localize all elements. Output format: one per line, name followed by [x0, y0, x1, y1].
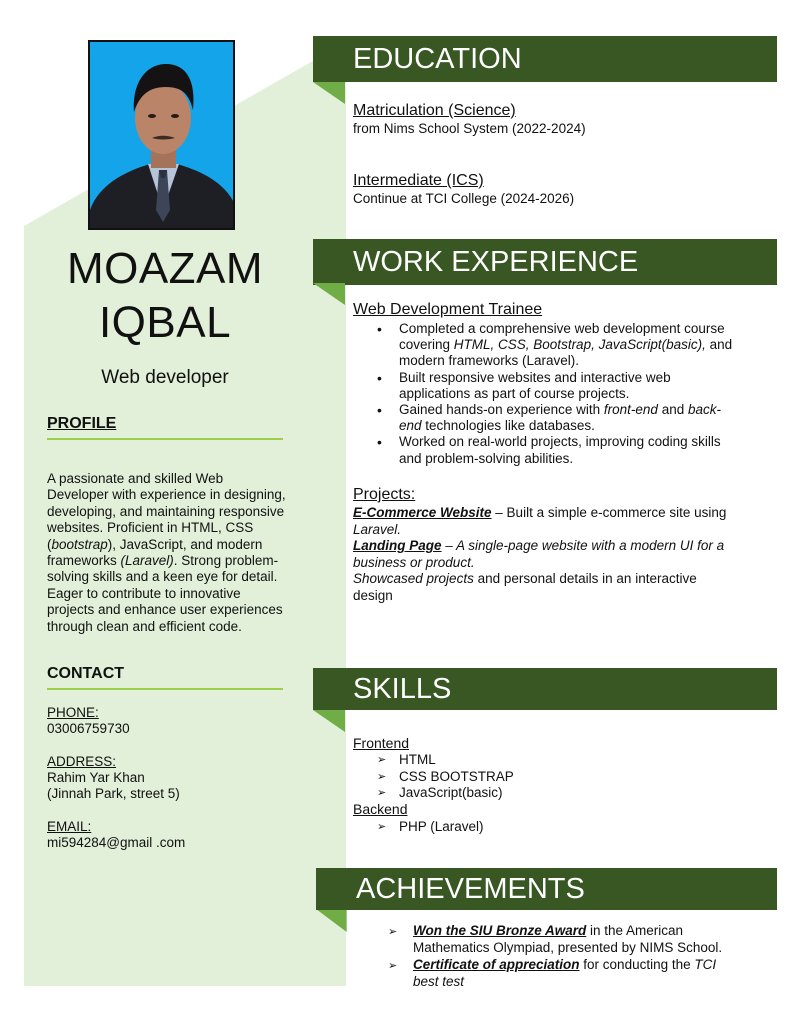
projects-heading: Projects:	[353, 486, 416, 503]
frontend-skill-list	[377, 752, 514, 802]
work-title: Web Development Trainee	[353, 301, 543, 318]
profile-text-4: (Laravel)	[120, 553, 174, 569]
project-2-text: – A single-page website with a modern UI for a business or product.	[353, 538, 725, 570]
frontend-skill-1	[377, 752, 514, 769]
profile-heading-label: PROFILE	[47, 415, 117, 432]
frontend-skill-2-label: CSS BOOTSTRAP	[399, 768, 514, 784]
project-3-title: Showcased projects	[353, 571, 474, 586]
education-item-2-detail: Continue at TCI College (2024-2026)	[353, 191, 575, 206]
frontend-skill-1-label: HTML	[399, 752, 436, 767]
address-line-1: Rahim Yar Khan	[47, 770, 145, 785]
work-bullet-3-c: and	[657, 402, 688, 418]
achievement-1	[388, 923, 733, 956]
profile-text-2: bootstrap	[51, 536, 108, 552]
project-2-title: Landing Page	[353, 538, 442, 553]
work-fold-icon	[313, 283, 345, 305]
email-label: EMAIL:	[47, 819, 92, 834]
address-label: ADDRESS:	[47, 754, 117, 769]
contact-heading-label: CONTACT	[47, 665, 125, 682]
projects-text	[353, 505, 733, 604]
work-bullet-2-text: Built responsive websites and interactive web applications as part of course projects.	[399, 369, 671, 401]
phone-label: PHONE:	[47, 705, 99, 720]
achievement-2	[388, 957, 733, 990]
achievements-banner: ACHIEVEMENTS	[316, 868, 777, 910]
arrowhead-bullet-icon: ➢	[377, 821, 387, 833]
frontend-skill-3-label: JavaScript(basic)	[399, 785, 503, 800]
frontend-skill-2	[377, 769, 514, 786]
backend-skill-1-label: PHP (Laravel)	[399, 819, 484, 834]
education-item-1-title: Matriculation (Science)	[353, 102, 516, 119]
achievement-1-text: in the American Mathematics Olympiad, presented by NIMS School.	[413, 923, 723, 955]
arrowhead-bullet-icon: ➢	[377, 754, 387, 766]
email-value: mi594284@gmail .com	[47, 835, 186, 850]
work-bullet-1	[377, 321, 735, 370]
skills-fold-icon	[313, 710, 345, 732]
achievement-2-title: Certificate of appreciation	[413, 957, 580, 972]
phone-value: 03006759730	[47, 721, 130, 736]
arrowhead-bullet-icon: ➢	[377, 770, 387, 783]
work-bullet-3-d: back-end	[399, 402, 721, 434]
work-bullet-list	[377, 321, 735, 467]
frontend-skill-3	[377, 785, 514, 802]
backend-label: Backend	[353, 801, 408, 817]
achievements-fold-icon	[316, 910, 348, 932]
profile-text-3: ), JavaScript, and modern frameworks	[47, 536, 263, 569]
arrowhead-bullet-icon: ➢	[388, 926, 398, 938]
work-bullet-4-text: Worked on real-world projects, improving coding skills and problem-solving abilities.	[399, 434, 721, 466]
backend-skill-1	[377, 819, 484, 836]
profile-heading	[47, 415, 283, 440]
education-fold-icon	[313, 82, 345, 104]
work-bullet-3-a: Gained hands-on experience with	[399, 402, 604, 418]
backend-skill-list	[377, 819, 484, 836]
project-3-text: and personal details in an interactive design	[353, 571, 697, 603]
job-title: Web developer	[101, 367, 229, 388]
achievements-list	[388, 923, 733, 991]
skills-banner: SKILLS	[313, 668, 777, 710]
education-item-2-title: Intermediate (ICS)	[353, 172, 484, 189]
work-bullet-1-a: Completed a comprehensive web development course covering	[399, 321, 725, 353]
work-experience-banner: WORK EXPERIENCE	[313, 239, 777, 285]
achievement-2-italic: TCI best test	[413, 957, 717, 989]
work-bullet-3-e: technologies like databases.	[421, 418, 595, 434]
achievement-2-text: for conducting the	[579, 957, 695, 972]
work-bullet-4	[377, 434, 735, 466]
portrait-image	[90, 42, 235, 230]
work-bullet-3-b: front-end	[603, 402, 658, 418]
work-bullet-3	[377, 402, 735, 434]
project-1-text: – Built a simple e-commerce site using	[491, 505, 727, 520]
profile-text-5: . Strong problem-solving skills and a keen eye for detail. Eager to contribute to innovative projects and enhance user experiences through clean and efficient code.	[47, 553, 283, 634]
arrowhead-bullet-icon: ➢	[377, 787, 387, 799]
work-bullet-2	[377, 370, 735, 402]
profile-text-1: A passionate and skilled Web Developer with experience in designing, developing, and maintaining responsive websites. Proficient in HTML, CSS (	[47, 471, 286, 552]
frontend-label: Frontend	[353, 735, 410, 751]
address-line-2: (Jinnah Park, street 5)	[47, 786, 180, 801]
education-banner: EDUCATION	[313, 36, 777, 82]
first-name: MOAZAM	[66, 244, 264, 293]
achievement-1-title: Won the SIU Bronze Award	[413, 923, 587, 938]
work-bullet-1-c: and modern frameworks (Laravel).	[399, 337, 733, 369]
last-name: IQBAL	[98, 298, 232, 347]
profile-summary	[47, 471, 287, 635]
contact-heading	[47, 665, 283, 690]
project-1-title: E-Commerce Website	[353, 505, 492, 520]
project-1-tail: Laravel.	[353, 521, 402, 537]
work-bullet-1-b: HTML, CSS, Bootstrap, JavaScript(basic),	[453, 337, 706, 353]
profile-photo	[88, 40, 235, 230]
arrowhead-bullet-icon: ➢	[388, 960, 398, 972]
education-item-1-detail: from Nims School System (2022-2024)	[353, 121, 586, 136]
